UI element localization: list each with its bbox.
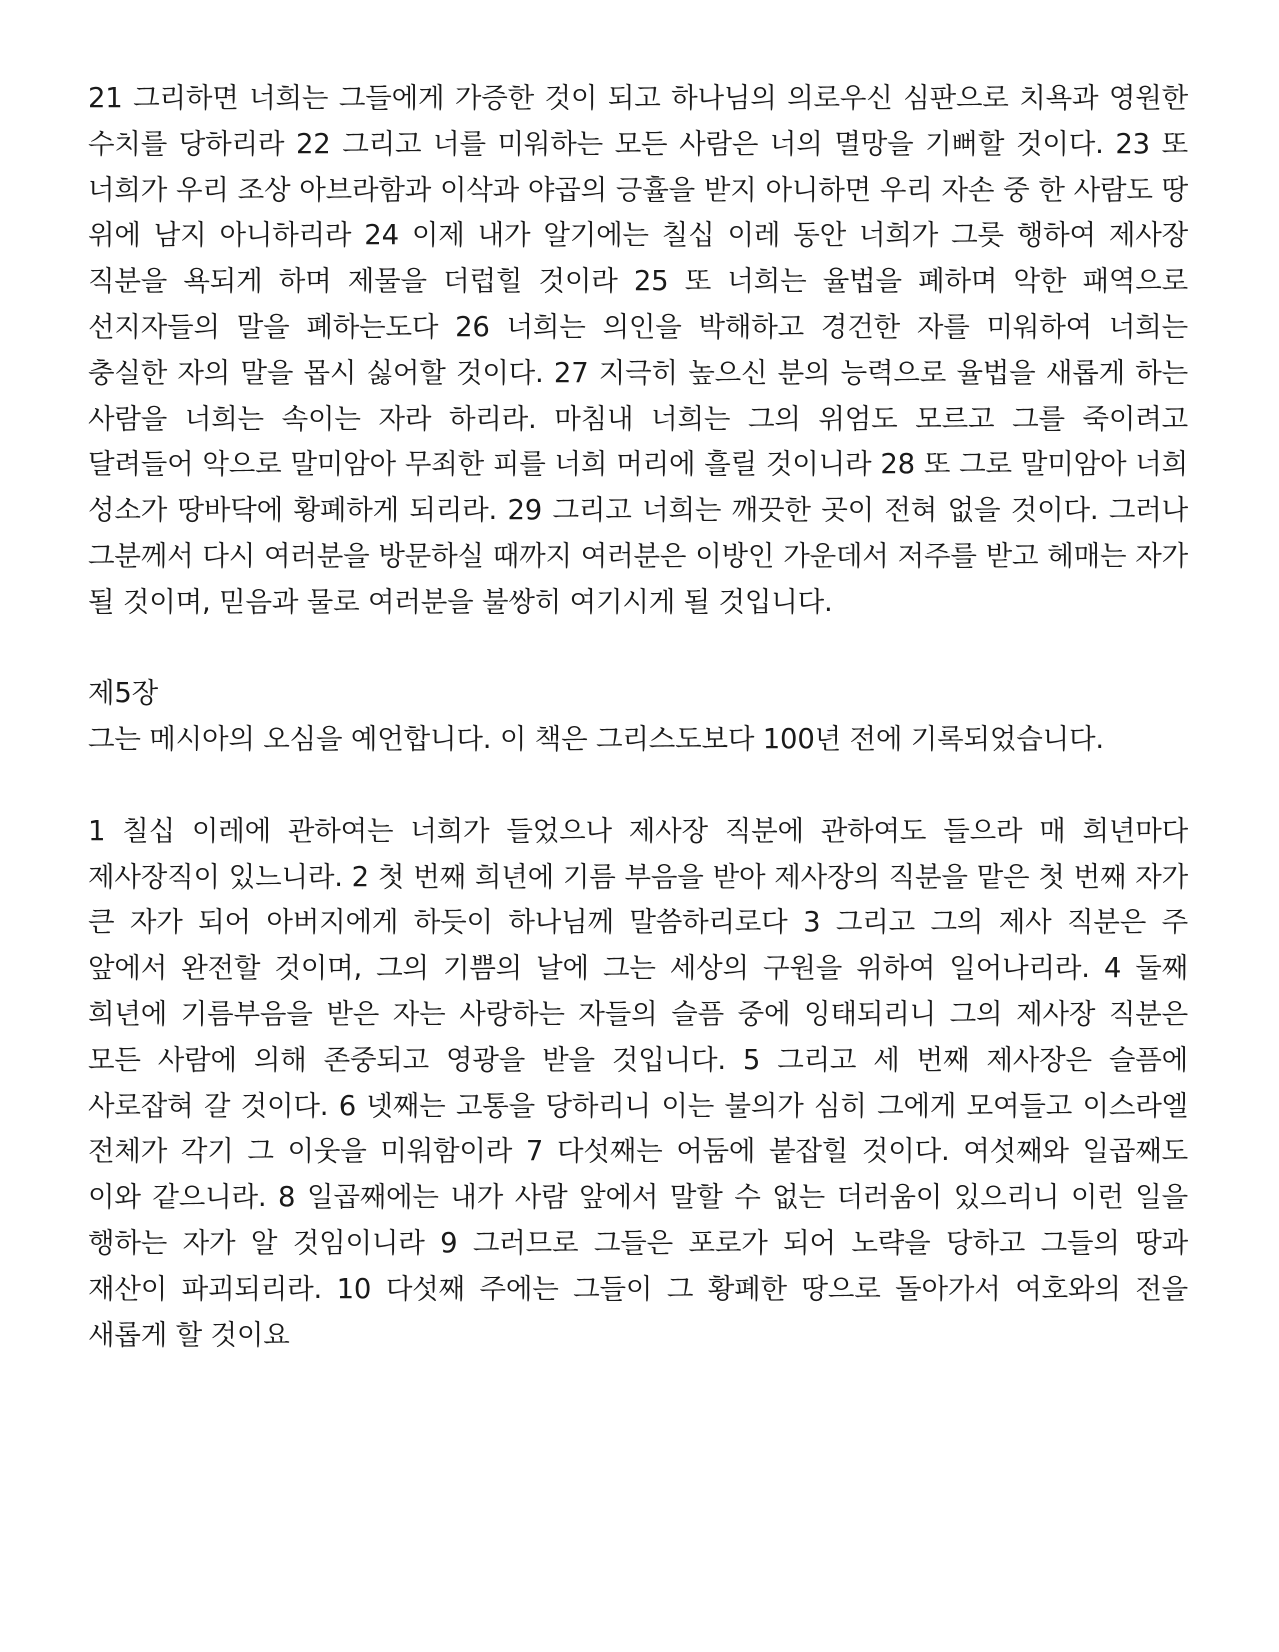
paragraph-gap bbox=[88, 763, 1188, 809]
document-page bbox=[88, 76, 1188, 1358]
paragraph-verses-1-10: 1 칠십 이레에 관하여는 너희가 들었으나 제사장 직분에 관하여도 들으라 매 희년마다 제사장직이 있느니라. 2 첫 번째 희년에 기름 부음을 받아 제사장의 직분을 맡은 첫 번째 자가 큰 자가 되어 아버지에게 하듯이 하나님께 말씀하리로다 3 그리고 그의 제사 직분은 주 앞에서 완전할 것이며, 그의 기쁨의 날에 그는 세상의 구원을 위하여 일어나리라. 4 둘째 희년에 기름부음을 받은 자는 사랑하는 자들의 슬픔 중에 잉태되리니 그의 제사장 직분은 모든 사람에 의해 존중되고 영광을 받을 것입니다. 5 그리고 세 번째 제사장은 슬픔에 사로잡혀 갈 것이다. 6 넷째는 고통을 당하리니 이는 불의가 심히 그에게 모여들고 이스라엘 전체가 각기 그 이웃을 미워함이라 7 다섯째는 어둠에 붙잡힐 것이다. 여섯째와 일곱째도 이와 같으니라. 8 일곱째에는 내가 사람 앞에서 말할 수 없는 더러움이 있으리니 이런 일을 행하는 자가 알 것임이니라 9 그러므로 그들은 포로가 되어 노략을 당하고 그들의 땅과 재산이 파괴되리라. 10 다섯째 주에는 그들이 그 황폐한 땅으로 돌아가서 여호와의 전을 새롭게 할 것이요 bbox=[88, 814, 1188, 1351]
paragraph-gap bbox=[88, 626, 1188, 672]
chapter-summary: 그는 메시아의 오심을 예언합니다. 이 책은 그리스도보다 100년 전에 기록되었습니다. bbox=[88, 723, 1104, 756]
paragraph-verses-21-29: 21 그리하면 너희는 그들에게 가증한 것이 되고 하나님의 의로우신 심판으로 치욕과 영원한 수치를 당하리라 22 그리고 너를 미워하는 모든 사람은 너의 멸망을 기뻐할 것이다. 23 또 너희가 우리 조상 아브라함과 이삭과 야곱의 긍휼을 받지 아니하면 우리 자손 중 한 사람도 땅 위에 남지 아니하리라 24 이제 내가 알기에는 칠십 이레 동안 너희가 그릇 행하여 제사장 직분을 욕되게 하며 제물을 더럽힐 것이라 25 또 너희는 율법을 폐하며 악한 패역으로 선지자들의 말을 폐하는도다 26 너희는 의인을 박해하고 경건한 자를 미워하여 너희는 충실한 자의 말을 몹시 싫어할 것이다. 27 지극히 높으신 분의 능력으로 율법을 새롭게 하는 사람을 너희는 속이는 자라 하리라. 마침내 너희는 그의 위엄도 모르고 그를 죽이려고 달려들어 악으로 말미암아 무죄한 피를 너희 머리에 흘릴 것이니라 28 또 그로 말미암아 너희 성소가 땅바닥에 황폐하게 되리라. 29 그리고 너희는 깨끗한 곳이 전혀 없을 것이다. 그러나 그분께서 다시 여러분을 방문하실 때까지 여러분은 이방인 가운데서 저주를 받고 헤매는 자가 될 것이며, 믿음과 물로 여러분을 불쌍히 여기시게 될 것입니다. bbox=[88, 82, 1188, 618]
chapter-heading: 제5장 bbox=[88, 677, 159, 710]
